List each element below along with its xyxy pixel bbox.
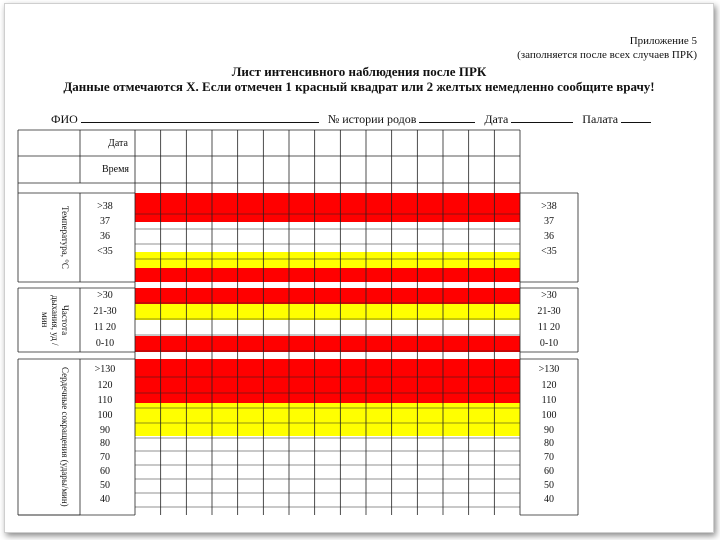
date-field-label: Дата [484,112,509,126]
level-label-left: 50 [100,480,110,491]
level-label-right: 0-10 [539,338,559,349]
level-label-right: >130 [538,364,560,375]
level-label-right: 60 [544,466,554,477]
level-label-right: >30 [541,290,557,301]
level-label-left: >130 [94,364,116,375]
sheet-title: Лист интенсивного наблюдения после ПРК [231,64,487,79]
fio-label: ФИО [51,112,78,126]
resp-red-band-high [135,288,520,304]
level-label-left: 11 20 [93,322,117,333]
level-label-right: 70 [544,452,554,463]
level-label-left: <35 [97,246,113,257]
time-row-label: Время [102,164,130,175]
temp-red-band-high [135,193,520,222]
date-row-label: Дата [108,138,128,149]
pulse-red-band [135,359,520,403]
level-label-left: 37 [100,216,110,227]
level-label-left: 100 [97,410,113,421]
resp-yellow-band [135,304,520,320]
level-label-right: 40 [544,494,554,505]
level-label-left: >38 [97,201,113,212]
level-label-right: 80 [544,438,554,449]
level-label-left: >30 [97,290,113,301]
level-label-right: 37 [544,216,554,227]
level-label-right: 90 [544,425,554,436]
level-label-left: 80 [100,438,110,449]
level-label-left: 36 [100,231,110,242]
level-label-right: 36 [544,231,554,242]
section-label: Сердечные сокращения (удары/мин) [60,367,70,507]
level-label-left: 110 [97,395,113,406]
resp-red-band-low [135,336,520,352]
section-label: Частота дыхания, уд / мин [40,294,70,346]
level-label-left: 70 [100,452,110,463]
ward-label: Палата [582,112,619,126]
level-label-left: 120 [97,380,113,391]
level-label-left: 21-30 [93,306,117,317]
level-label-right: 11 20 [537,322,561,333]
level-label-right: 21-30 [537,306,561,317]
level-label-right: >38 [541,201,557,212]
sheet-instruction: Данные отмечаются Х. Если отмечен 1 красный квадрат или 2 желтых немедленно сообщите врачу! [63,79,655,94]
temp-red-band-low [135,268,520,282]
level-label-right: <35 [541,246,557,257]
history-label: № истории родов [327,112,417,126]
level-label-left: 60 [100,466,110,477]
level-label-right: 50 [544,480,554,491]
level-label-left: 90 [100,425,110,436]
temp-yellow-band [135,252,520,268]
section-label: Температура, °С [60,206,70,269]
level-label-left: 0-10 [95,338,115,349]
level-label-right: 120 [541,380,557,391]
appendix-number: Приложение 5 [629,35,697,47]
level-label-right: 110 [541,395,557,406]
level-label-right: 100 [541,410,557,421]
appendix-instruction: (заполняется после всех случаев ПРК) [517,49,697,61]
level-label-left: 40 [100,494,110,505]
